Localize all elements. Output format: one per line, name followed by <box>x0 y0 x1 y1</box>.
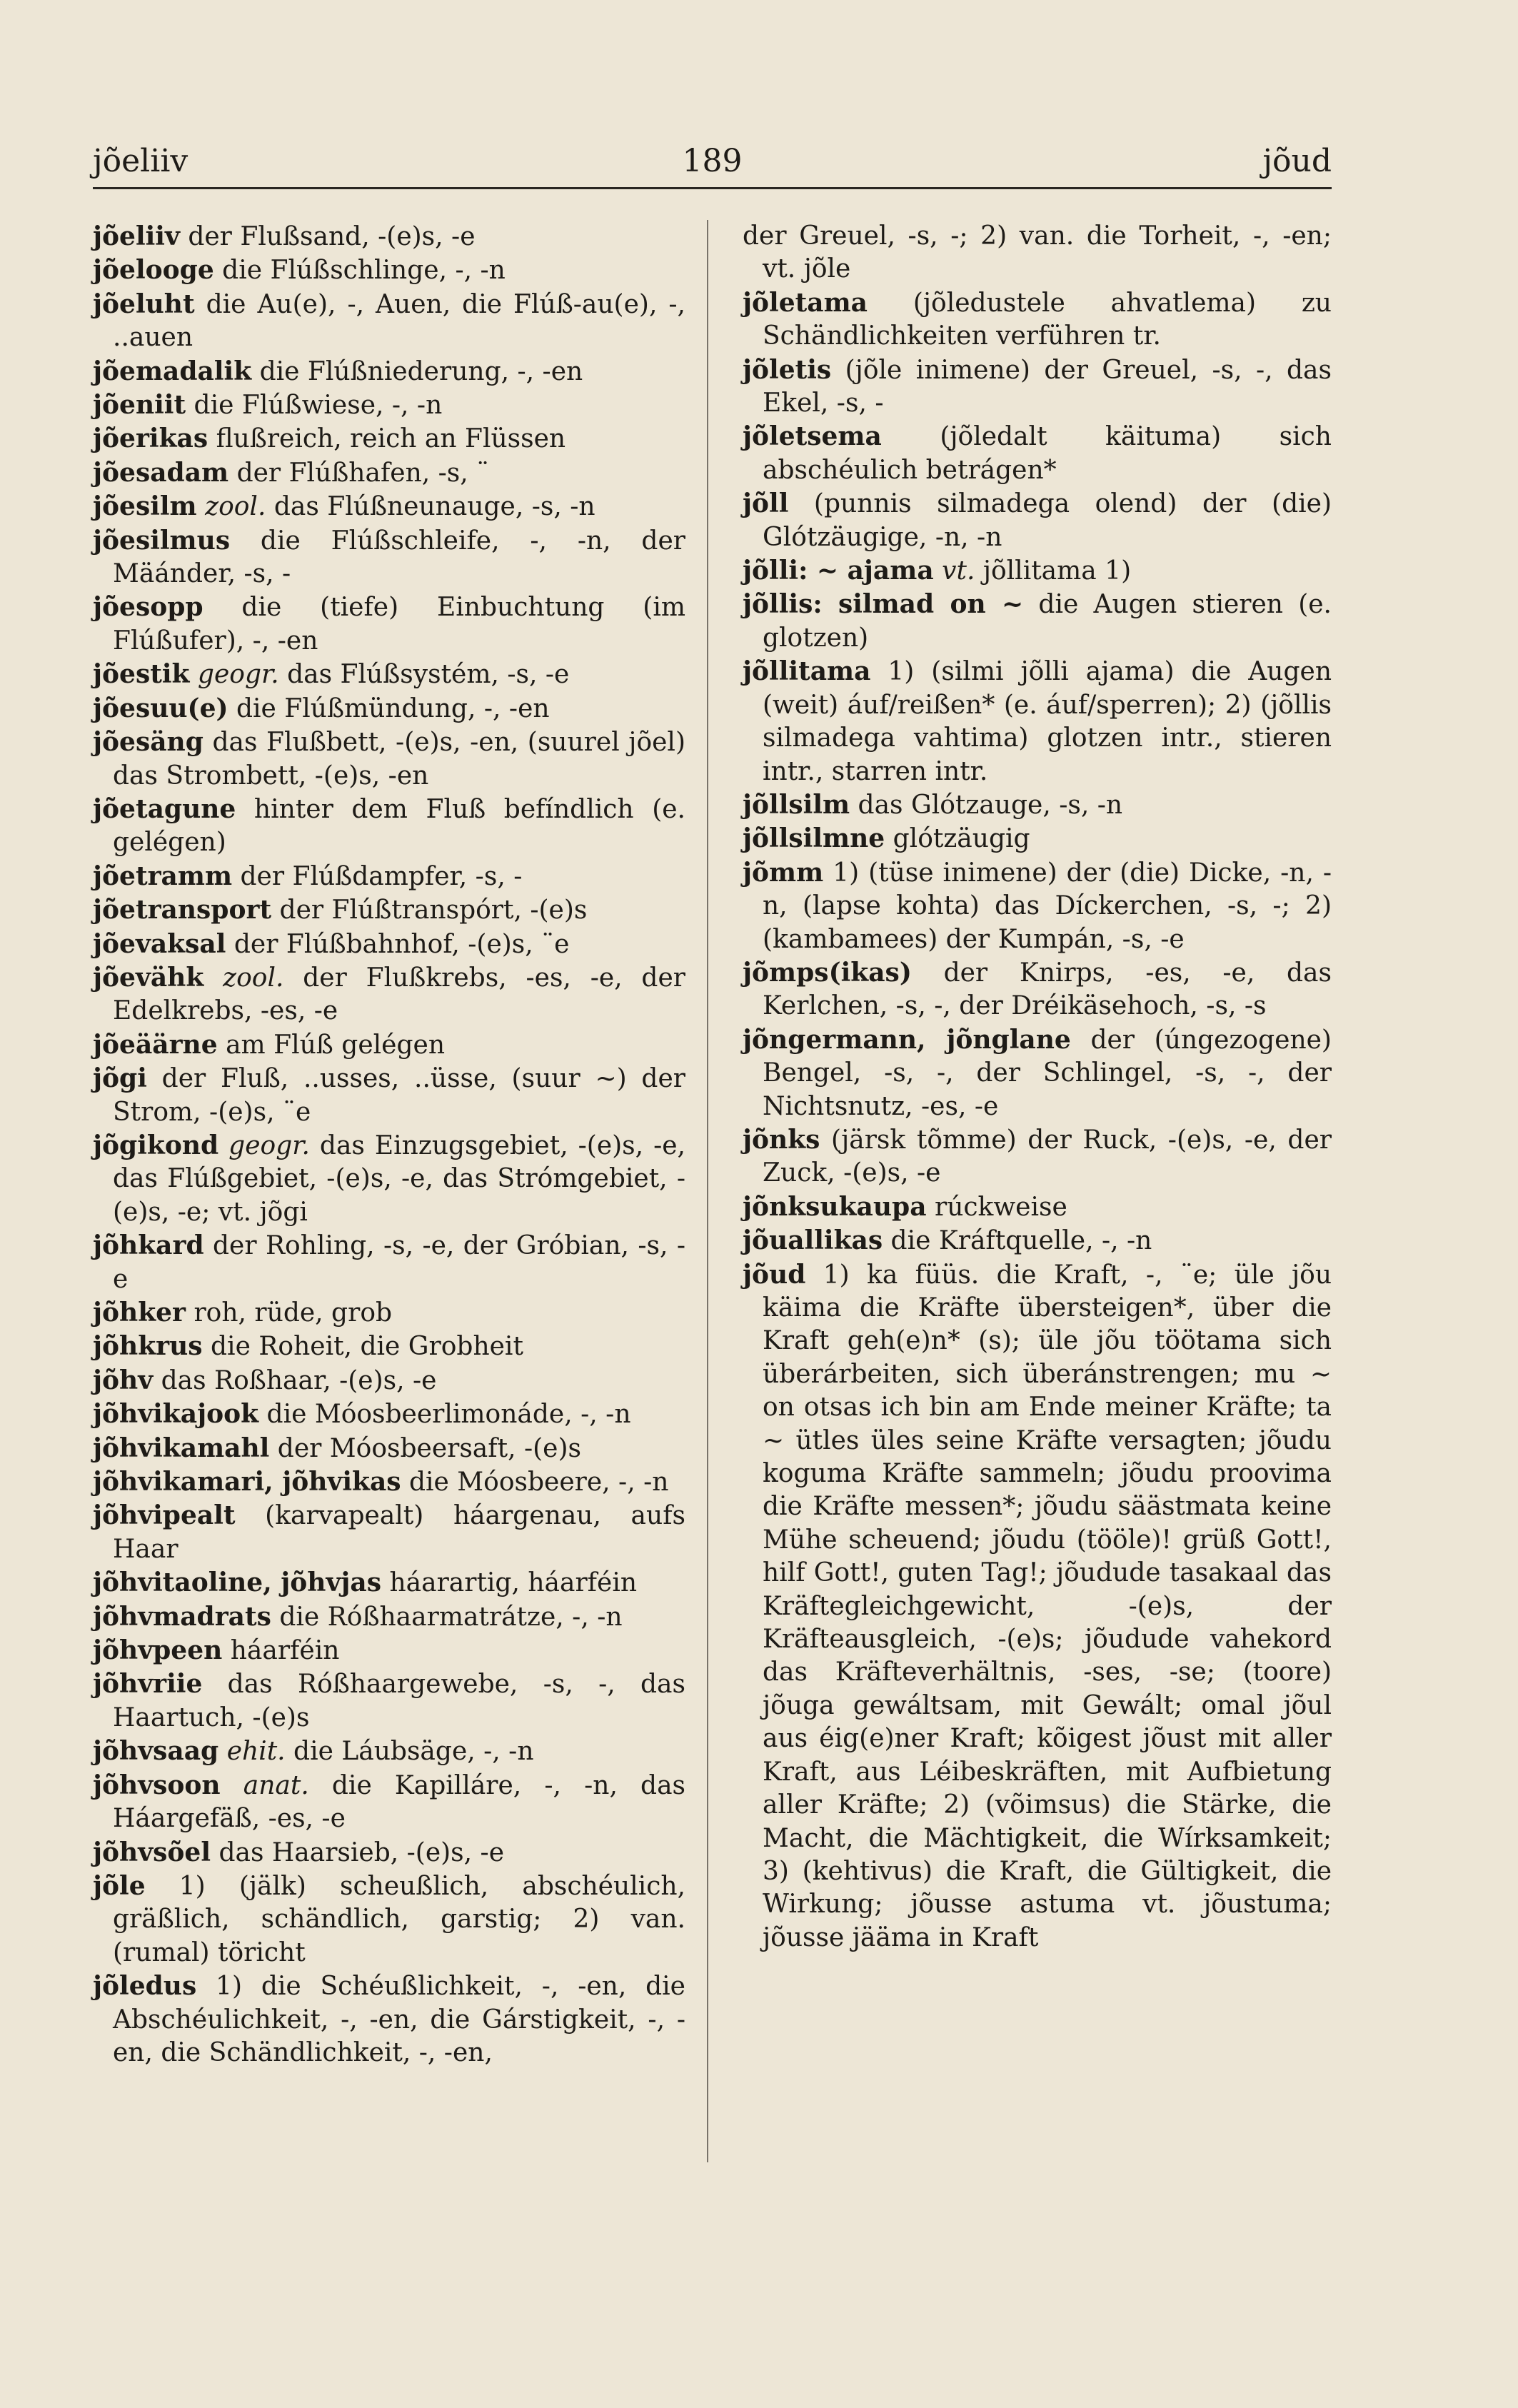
definition-text: die Móosbeere, -, -n <box>401 1468 669 1498</box>
dictionary-entry <box>93 1600 685 1634</box>
headword: jõuallikas <box>743 1225 883 1256</box>
dictionary-entry <box>93 961 685 1028</box>
dictionary-entry <box>93 220 685 254</box>
dictionary-entry <box>93 388 685 422</box>
definition-text: rúckweise <box>926 1192 1067 1222</box>
dictionary-entry <box>93 355 685 388</box>
definition-text: die Láubsäge, -, -n <box>285 1737 534 1767</box>
headword: jõhvitaoline, jõhvjas <box>93 1567 382 1598</box>
definition-text: das Flußbett, -(e)s, -en, (suurel jõel) das Strombett, -(e)s, -en <box>113 728 685 791</box>
dictionary-entry <box>743 353 1332 421</box>
definition-text: die Flúßwiese, -, -n <box>186 391 443 421</box>
headword: jõhkard <box>93 1230 204 1261</box>
definition-text: der Flúßtranspórt, -(e)s <box>271 896 588 925</box>
headword: jõevähk <box>93 962 204 993</box>
dictionary-entry <box>93 1028 685 1062</box>
dictionary-entry <box>93 1970 685 2070</box>
dictionary-entry <box>93 524 685 591</box>
headword: jõllitama <box>743 656 871 687</box>
headword: jõnks <box>743 1124 820 1155</box>
definition-text: (jõledalt käituma) sich abschéulich betrágen* <box>763 422 1332 485</box>
definition-text: háarféin <box>222 1636 340 1666</box>
dictionary-entry <box>93 1229 685 1296</box>
headword: jõeniit <box>93 390 186 421</box>
dictionary-entry <box>93 928 685 961</box>
headword: jõhvriie <box>93 1669 203 1700</box>
headword: jõud <box>743 1259 806 1290</box>
left-column <box>93 220 685 2070</box>
headword: jõmps(ikas) <box>743 957 912 988</box>
definition-text: am Flúß gelégen <box>217 1030 445 1060</box>
dictionary-entry <box>743 1224 1332 1258</box>
headword: jõhkrus <box>93 1331 203 1362</box>
dictionary-entry <box>93 658 685 691</box>
dictionary-entry <box>93 1735 685 1768</box>
dictionary-entry <box>743 1258 1332 1955</box>
headword: jõletama <box>743 287 868 318</box>
headword: jõerikas <box>93 423 208 454</box>
definition-text: der Flúßbahnhof, -(e)s, ¨e <box>226 929 570 959</box>
dictionary-entry <box>93 1296 685 1330</box>
definition-text: der Greuel, -s, -; 2) van. die Torheit, -, -en; vt. jõle <box>743 221 1332 284</box>
headword: jõlli: ~ ajama <box>743 556 934 586</box>
definition-text: der Rohling, -s, -e, der Gróbian, -s, -e <box>113 1231 685 1294</box>
dictionary-entry <box>743 286 1332 353</box>
definition-text: die Róßhaarmatrátze, -, -n <box>271 1602 623 1632</box>
page-number: 189 <box>682 143 743 179</box>
dictionary-entry <box>93 1062 685 1129</box>
dictionary-entry <box>93 1398 685 1431</box>
dictionary-entry <box>93 1870 685 1970</box>
usage-label: zool. <box>223 963 284 993</box>
headword: jõhvikajook <box>93 1399 259 1430</box>
headword: jõllsilm <box>743 789 850 820</box>
headword: jõletis <box>743 354 832 385</box>
dictionary-entry <box>93 1769 685 1836</box>
definition-text: glótzäugig <box>885 824 1030 854</box>
dictionary-entry <box>93 793 685 860</box>
headword: jõll <box>743 488 789 519</box>
headword: jõhvpeen <box>93 1635 223 1666</box>
definition-text: der Fluß, ..usses, ..üsse, (suur ~) der Strom, -(e)s, ¨e <box>113 1064 685 1127</box>
headword: jõestik <box>93 659 190 690</box>
dictionary-entry <box>93 254 685 287</box>
headword: jõle <box>93 1870 146 1901</box>
definition-text: die Flúßniederung, -, -en <box>251 356 583 386</box>
headword: jõgikond <box>93 1130 219 1160</box>
definition-text: das Flúßsystém, -s, -e <box>278 660 570 690</box>
headword: jõesopp <box>93 592 203 623</box>
headword: jõeluht <box>93 289 195 319</box>
headword: jõesuu(e) <box>93 693 228 723</box>
dictionary-entry <box>93 456 685 490</box>
definition-text: der Móosbeersaft, -(e)s <box>269 1433 581 1463</box>
usage-label: geogr. <box>228 1130 310 1160</box>
headword: jõesilmus <box>93 525 231 556</box>
headword: jõelooge <box>93 255 214 286</box>
definition-text: der Flußkrebs, -es, -e, der Edelkrebs, -es, -e <box>113 963 685 1026</box>
dictionary-entry <box>743 220 1332 286</box>
definition-text: die Roheit, die Grobheit <box>202 1332 523 1362</box>
definition-text: die Flúßschleife, -, -n, der Mäánder, -s, - <box>113 526 685 589</box>
headword: jõesadam <box>93 457 229 488</box>
dictionary-entry <box>93 893 685 927</box>
definition-text: der Flußsand, -(e)s, -e <box>179 222 476 251</box>
definition-text: der Flúßdampfer, -s, - <box>232 861 523 891</box>
dictionary-entry <box>93 692 685 726</box>
dictionary-entry <box>743 1190 1332 1224</box>
headword: jõesäng <box>93 727 203 758</box>
headword: jõledus <box>93 1971 197 2002</box>
usage-label: zool. <box>205 492 266 522</box>
usage-label: vt. <box>942 556 975 586</box>
definition-text: die Flúßmündung, -, -en <box>228 693 550 723</box>
headword: jõeliiv <box>93 221 180 251</box>
definition-text: háarartig, háarféin <box>381 1568 638 1598</box>
headword: jõllis: silmad on ~ <box>743 589 1024 620</box>
headword: jõletsema <box>743 421 882 452</box>
definition-text: das Roßhaar, -(e)s, -e <box>153 1365 437 1395</box>
dictionary-entry <box>93 1667 685 1735</box>
definition-text: die Augen stieren (e. glotzen) <box>763 590 1332 653</box>
definition-text: (jõle inimene) der Greuel, -s, -, das Ekel, -s, - <box>763 355 1332 418</box>
dictionary-entry <box>93 1836 685 1870</box>
dictionary-entry <box>743 420 1332 487</box>
definition-text: 1) ka füüs. die Kraft, -, ¨e; üle jõu käima die Kräfte übersteigen*, über die Kraft geh(e)n* (s); üle jõu töötama sich überárbeiten, sich überánstrengen; mu ~ on otsas ich bin am Ende meiner Kräfte; ta ~ ütles üles seine Kräfte versagten; jõudu koguma Kräfte sammeln; jõudu proovima die Kräfte messen*; jõudu säästmata keine Mühe scheuend; jõudu (tööle)! grüß Gott!, hilf Gott!, guten Tag!; jõudude tasakaal das Kräftegleichgewicht, -(e)s, der Kräfteausgleich, -(e)s; jõudude vahekord das Kräfteverhältnis, -ses, -se; (toore) jõuga gewáltsam, mit Gewált; omal jõul aus éig(e)ner Kraft; kõigest jõust mit aller Kraft, aus Léibeskräften, mit Aufbietung aller Kräfte; 2) (võimsus) die Stärke, die Macht, die Mächtigkeit, die Wírksamkeit; 3) (kehtivus) die Kraft, die Gültigkeit, die Wirkung; jõusse astuma vt. jõustuma; jõusse jääma in Kraft <box>763 1260 1332 1952</box>
definition-text: 1) (tüse inimene) der (die) Dicke, -n, -n, (lapse kohta) das Díckerchen, -s, -; 2) (kambamees) der Kumpán, -s, -e <box>763 858 1332 954</box>
definition-text: 1) (jälk) scheußlich, abschéulich, gräßlich, schändlich, garstig; 2) van. (rumal) töricht <box>113 1871 685 1967</box>
headword: jõhvsaag <box>93 1736 219 1767</box>
definition-text: der Knirps, -es, -e, das Kerlchen, -s, -, der Dréikäsehoch, -s, -s <box>763 958 1332 1021</box>
headword: jõeäärne <box>93 1029 218 1060</box>
dictionary-entry <box>743 788 1332 822</box>
dictionary-entry <box>743 856 1332 956</box>
definition-text: das Glótzauge, -s, -n <box>850 790 1123 820</box>
running-head-left: jõeliiv <box>93 143 189 179</box>
definition-text: der (úngezogene) Bengel, -s, -, der Schlingel, -s, -, der Nichtsnutz, -es, -e <box>763 1025 1332 1121</box>
definition-text: 1) die Schéußlichkeit, -, -en, die Abschéulichkeit, -, -en, die Gárstigkeit, -, -en, die Schändlichkeit, -, -en, <box>113 1972 685 2067</box>
headword: jõemadalik <box>93 356 252 386</box>
dictionary-entry <box>93 1330 685 1363</box>
definition-text: jõllitama 1) <box>975 556 1132 586</box>
dictionary-entry <box>93 1129 685 1229</box>
usage-label: anat. <box>243 1770 309 1800</box>
dictionary-entry <box>743 1123 1332 1190</box>
definition-text: die Flúßschlinge, -, -n <box>213 256 506 286</box>
definition-text: flußreich, reich an Flüssen <box>208 424 566 454</box>
headword: jõllsilmne <box>743 823 885 854</box>
definition-text: die Kráftquelle, -, -n <box>883 1226 1152 1256</box>
dictionary-entry <box>93 591 685 658</box>
usage-label: ehit. <box>226 1737 286 1767</box>
headword: jõetransport <box>93 895 272 925</box>
headword: jõhvsõel <box>93 1837 211 1867</box>
definition-text: die Móosbeerlimonáde, -, -n <box>258 1400 631 1430</box>
headword: jõhvmadrats <box>93 1601 271 1632</box>
headword: jõesilm <box>93 491 197 522</box>
headword: jõhvikamahl <box>93 1433 270 1463</box>
dictionary-entry <box>93 490 685 523</box>
dictionary-entry <box>743 487 1332 554</box>
headword: jõhv <box>93 1365 154 1395</box>
headword: jõhvikamari, jõhvikas <box>93 1467 401 1498</box>
dictionary-entry <box>743 956 1332 1023</box>
definition-text: (karvapealt) háargenau, aufs Haar <box>113 1501 685 1564</box>
dictionary-entry <box>93 1566 685 1600</box>
definition-text: hinter dem Fluß befíndlich (e. gelégen) <box>113 794 685 858</box>
headword: jõhvsoon <box>93 1770 221 1800</box>
headword: jõgi <box>93 1063 147 1094</box>
running-head-right: jõud <box>1262 143 1332 179</box>
headword: jõnksukaupa <box>743 1191 927 1222</box>
definition-text: (jõledustele ahvatlema) zu Schändlichkeiten verführen tr. <box>763 288 1332 351</box>
column-divider <box>707 220 708 2162</box>
right-column <box>743 220 1332 1955</box>
headword: jõetagune <box>93 793 236 824</box>
definition-text: das Flúßneunauge, -s, -n <box>266 492 595 522</box>
definition-text: das Róßhaargewebe, -s, -, das Haartuch, -(e)s <box>113 1670 685 1732</box>
dictionary-entry <box>743 822 1332 856</box>
definition-text: die Au(e), -, Auen, die Flúß-au(e), -, ..auen <box>113 289 685 353</box>
dictionary-entry <box>93 1432 685 1465</box>
dictionary-entry <box>93 1499 685 1566</box>
dictionary-entry <box>743 655 1332 788</box>
headword: jõetramm <box>93 861 233 891</box>
headword: jõmm <box>743 857 824 888</box>
dictionary-entry <box>93 1634 685 1667</box>
dictionary-entry <box>93 1364 685 1398</box>
headword: jõngermann, jõnglane <box>743 1024 1071 1055</box>
dictionary-entry <box>93 860 685 893</box>
usage-label: geogr. <box>197 660 279 690</box>
definition-text: das Haarsieb, -(e)s, -e <box>211 1837 505 1867</box>
headword: jõhker <box>93 1298 186 1328</box>
definition-text: roh, rüde, grob <box>186 1298 393 1328</box>
definition-text: 1) (silmi jõlli ajama) die Augen (weit) áuf/reißen* (e. áuf/sperren); 2) (jõllis silmadega vahtima) glotzen intr., stieren intr., starren intr. <box>763 657 1332 786</box>
definition-text: (järsk tõmme) der Ruck, -(e)s, -e, der Zuck, -(e)s, -e <box>763 1125 1332 1188</box>
headword: jõevaksal <box>93 928 226 959</box>
definition-text: die Kapilláre, -, -n, das Háargefäß, -es, -e <box>113 1770 686 1834</box>
dictionary-entry <box>743 554 1332 588</box>
dictionary-entry <box>743 1023 1332 1123</box>
dictionary-entry <box>93 726 685 793</box>
definition-text: die (tiefe) Einbuchtung (im Flúßufer), -, -en <box>113 593 685 656</box>
dictionary-entry <box>93 1465 685 1499</box>
dictionary-entry <box>93 422 685 456</box>
definition-text: das Einzugsgebiet, -(e)s, -e, das Flúßgebiet, -(e)s, -e, das Strómgebiet, -(e)s, -e; vt. jõgi <box>113 1130 685 1227</box>
headword: jõhvipealt <box>93 1500 236 1531</box>
definition-text: der Flúßhafen, -s, ¨ <box>228 458 490 488</box>
dictionary-entry <box>743 588 1332 655</box>
definition-text: (punnis silmadega olend) der (die) Glótzäugige, -n, -n <box>763 489 1332 552</box>
page-header <box>93 137 1332 189</box>
dictionary-entry <box>93 288 685 355</box>
